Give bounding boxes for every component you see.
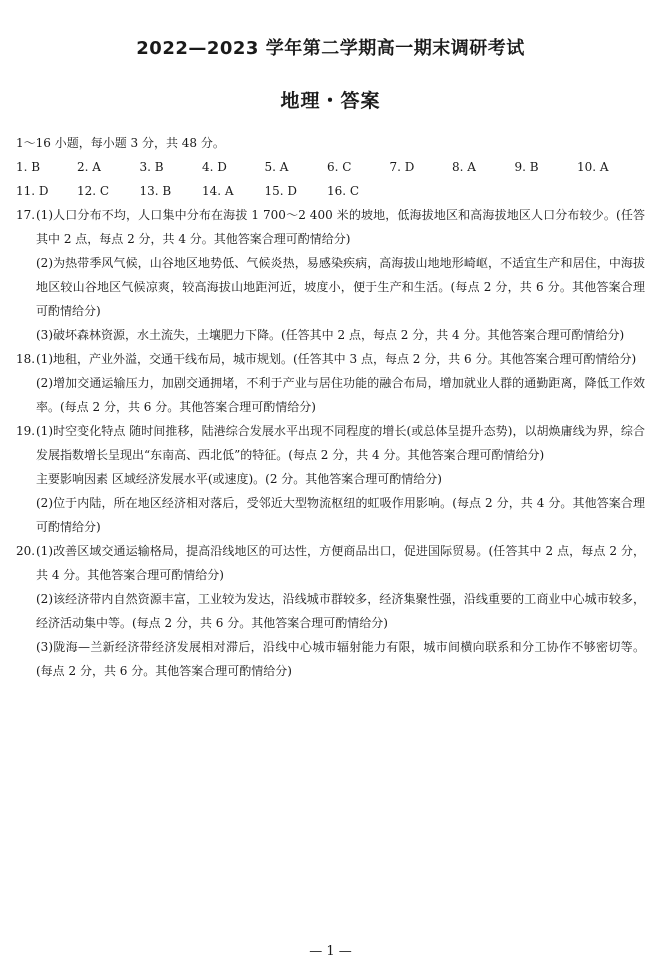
answer-part: (2)该经济带内自然资源丰富，工业较为发达，沿线城市群较多，经济集聚性强，沿线重要的工商业中心城市较多，经济活动集中等。(每点 2 分，共 6 分。其他答案合理可酌情给分) [36, 592, 645, 630]
choice-answer: 15. D [264, 184, 298, 198]
choice-answer: 10. A [577, 160, 609, 174]
choice-answer: 11. D [16, 184, 49, 198]
choice-answer: 5. A [264, 160, 289, 174]
choice-answer: 14. A [202, 184, 234, 198]
answer-subtitle: 地理・答案 [280, 90, 381, 112]
answer-part: (1)时空变化特点 随时间推移，陆港综合发展水平出现不同程度的增长(或总体呈提升态势)，以胡焕庸线为界，综合发展指数增长呈现出“东南高、西北低”的特征。(每点 2 分，共 4 分。其他答案合理可酌情给分) [36, 424, 645, 462]
choice-answer: 9. B [514, 160, 539, 174]
choice-answer: 13. B [139, 184, 172, 198]
question-20 [16, 539, 645, 683]
question-number: 18. [16, 352, 36, 366]
choice-answer: 12. C [77, 184, 110, 198]
choice-answer: 8. A [452, 160, 476, 174]
answer-part: (3)陇海—兰新经济带经济发展相对滞后，沿线中心城市辐射能力有限，城市间横向联系和分工协作不够密切等。(每点 2 分，共 6 分。其他答案合理可酌情给分) [36, 640, 645, 678]
page-number: — 1 — [309, 944, 352, 959]
answer-part: (1)改善区域交通运输格局，提高沿线地区的可达性，方便商品出口，促进国际贸易。(任答其中 2 点，每点 2 分，共 4 分。其他答案合理可酌情给分) [36, 544, 645, 582]
exam-title: 2022—2023 学年第二学期高一期末调研考试 [136, 38, 525, 59]
answer-part: 主要影响因素 区域经济发展水平(或速度)。(2 分。其他答案合理可酌情给分) [36, 472, 442, 486]
answer-part: (3)破坏森林资源，水土流失，土壤肥力下降。(任答其中 2 点，每点 2 分，共 4 分。其他答案合理可酌情给分) [36, 328, 625, 342]
choice-answer: 3. B [139, 160, 164, 174]
choice-answer: 4. D [202, 160, 227, 174]
choice-intro: 1～16 小题，每小题 3 分，共 48 分。 [16, 136, 225, 150]
choice-answer: 16. C [327, 184, 360, 198]
answer-part: (1)人口分布不均，人口集中分布在海拔 1 700～2 400 米的坡地，低海拔地区和高海拔地区人口分布较少。(任答其中 2 点，每点 2 分，共 4 分。其他答案合理可酌情给分) [36, 208, 645, 246]
choice-answer: 6. C [327, 160, 352, 174]
question-19 [16, 419, 645, 539]
question-number: 20. [16, 544, 36, 558]
question-number: 19. [16, 424, 36, 438]
answer-part: (1)地租，产业外溢，交通干线布局，城市规划。(任答其中 3 点，每点 2 分，共 6 分。其他答案合理可酌情给分) [36, 352, 637, 366]
choice-answer: 7. D [389, 160, 415, 174]
answer-content [16, 131, 645, 683]
answer-part: (2)增加交通运输压力，加剧交通拥堵，不利于产业与居住功能的融合布局，增加就业人群的通勤距离，降低工作效率。(每点 2 分，共 6 分。其他答案合理可酌情给分) [36, 376, 645, 414]
question-number: 17. [16, 208, 36, 222]
question-18 [16, 347, 645, 419]
choice-answers-row-2 [16, 179, 645, 203]
answer-part: (2)为热带季风气候，山谷地区地势低、气候炎热，易感染疾病，高海拔山地地形崎岖，不适宜生产和居住，中海拔地区较山谷地区气候凉爽，较高海拔山地距河近，坡度小，便于生产和生活。(每点 2 分，共 6 分。其他答案合理可酌情给分) [36, 256, 645, 318]
choice-answer: 2. A [77, 160, 101, 174]
question-17 [16, 203, 645, 347]
choice-answer: 1. B [16, 160, 41, 174]
choice-answers-row-1 [16, 155, 645, 179]
answer-part: (2)位于内陆，所在地区经济相对落后，受邻近大型物流枢纽的虹吸作用影响。(每点 2 分，共 4 分。其他答案合理可酌情给分) [36, 496, 645, 534]
